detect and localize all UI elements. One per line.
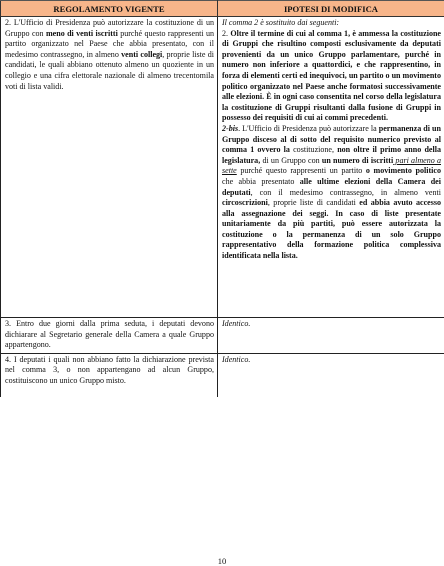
header-left: REGOLAMENTO VIGENTE	[1, 1, 218, 17]
text-run: , proprie liste di candidati	[268, 198, 359, 207]
text-run: , con il medesimo contrassegno, in almeno venti	[251, 188, 441, 197]
table-row	[1, 17, 444, 318]
bold-run: venti collegi	[121, 50, 162, 59]
text-run: purché questo rappresenti un partito organizzato nel Paese che abbia presentato, con il medesimo contrassegno, in almeno	[5, 29, 214, 59]
bold-run: meno di venti iscritti	[46, 29, 118, 38]
cell-current-rule: 4. I deputati i quali non abbiano fatto la dichiarazione prevista nel comma 3, o non appartengano ad alcun Gruppo, costituiscono un unico Gruppo misto.	[1, 353, 218, 397]
text-run: , proprie liste di candidati, le quali abbiano ottenuto almeno un quoziente in un collegio e una cifra elettorale nazionale di almeno trecentomila voti di lista validi.	[5, 50, 214, 91]
text-run: 2. L'Ufficio di Presidenza può autorizzare la costituzione di un Gruppo con	[5, 18, 214, 38]
bold-run: circoscrizioni	[222, 198, 268, 207]
cell-current-rule: 3. Entro due giorni dalla prima seduta, i deputati devono dichiarare al Segretario generale della Camera a quale Gruppo appartengono.	[1, 318, 218, 354]
table-row	[1, 318, 444, 354]
bold-run: 2-bis	[222, 124, 238, 133]
bold-run: permanenza di un Gruppo disceso al di sotto del requisito numerico previsto al comma 1 ovvero la	[222, 124, 441, 154]
cell-current-rule	[1, 17, 218, 318]
header-right: IPOTESI DI MODIFICA	[218, 1, 444, 17]
text-run: di un Gruppo con	[260, 156, 322, 165]
bold-run: un numero di iscritti	[322, 156, 393, 165]
header-row	[1, 1, 444, 17]
text-run: 2.	[222, 29, 230, 38]
cell-proposed-change: Identico.	[218, 353, 444, 397]
intro-line: Il comma 2 è sostituito dai seguenti:	[222, 18, 441, 29]
text-run: purché questo rappresenti un partito	[237, 166, 366, 175]
paragraph-2	[222, 29, 441, 124]
bold-run: non oltre il primo anno della legislatura,	[222, 145, 441, 165]
paragraph-2-bis	[222, 124, 441, 262]
page-number: 10	[0, 556, 444, 566]
text-run: . L'Ufficio di Presidenza può autorizzare la	[238, 124, 379, 133]
text-run: che abbia presentato	[222, 177, 300, 186]
text-run: costituzione,	[290, 145, 337, 154]
underlined-run: pari almeno a sette	[222, 156, 441, 176]
bold-run: ed abbia avuto accesso alla assegnazione dei seggi. In caso di liste presentate unitariamente da più partiti, può essere autorizzata la costituzione o la permanenza di un solo Gruppo rappresentativo della formazione politica complessiva identificata nella lista.	[222, 198, 441, 260]
bold-run: o movimento politico	[366, 166, 441, 175]
cell-proposed-change	[218, 17, 444, 318]
table-row	[1, 353, 444, 397]
cell-proposed-change: Identico.	[218, 318, 444, 354]
bold-run: Oltre il termine di cui al comma 1, è ammessa la costituzione di Gruppi che risultino composti esclusivamente da deputati provenienti da un unico Gruppo parlamentare, purché in numero non inferiore a quattordici, e che rappresentino, in forza di elementi certi ed inequivoci, un partito o un movimento politico organizzato nel Paese anche formatosi successivamente alle elezioni. È in ogni caso consentita nel corso della legislatura la costituzione di Gruppi risultanti dalla fusione di Gruppi in possesso dei requisiti di cui ai commi precedenti.	[222, 29, 441, 123]
bold-run: alle ultime elezioni della Camera dei deputati	[222, 177, 441, 197]
